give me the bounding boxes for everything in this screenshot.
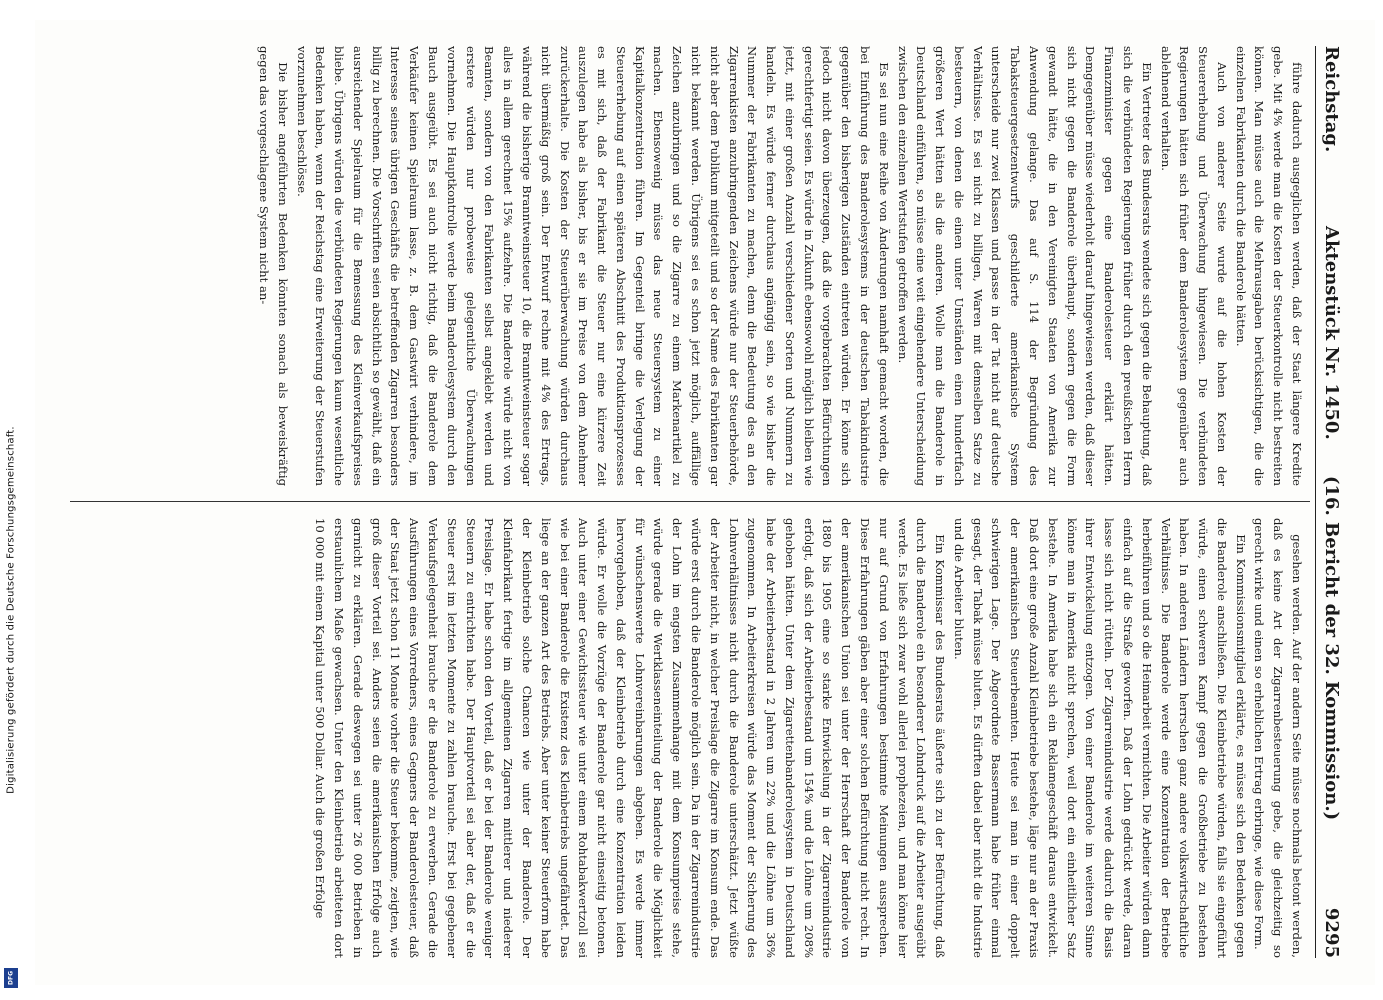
left-paragraph: führe dadurch ausgeglichen werden, daß der Staat längere Kredite gebe. Mit 4% werde man die Kosten der Steuerkontrolle nicht bestreiten können. Man müsse auch die Mehrausgaben berücksichtigen, die die einzelnen Fabrikanten durch die Banderole hätten. — [1233, 46, 1304, 486]
dfg-logo: DFG — [4, 968, 18, 988]
running-head-document-ref: Aktenstück Nr. 1450. — [1321, 226, 1342, 440]
left-paragraph: Ein Vertreter des Bundesrats wendete sich gegen die Behauptung, daß sich die verbündeten Regierungen früher durch den preußischen Herrn Finanzminister gegen eine Banderolesteuer erklärt hätten. Demgegenüber müsse wiederholt darauf hingewiesen werden, daß dieser sich nicht gegen die Banderole überhaupt, sondern gegen die Form gewandt hätte, die in den Vereinigten Staaten von Amerika zur Anwendung gelange. Das auf S. 114 der Begründung des Tabaksteuergesetzentwurfs geschilderte amerikanische System unterscheide nur zwei Klassen und passe in der Tat nicht auf deutsche Verhältnisse. Es sei nicht zu billigen, Waren mit demselben Satze zu besteuern, von denen die einen unter Umständen einen hundertfach größeren Wert hätten als die anderen. Wolle man die Banderole in Deutschland einführen, so müsse eine weit eingehendere Unterscheidung zwischen den einzelnen Wertstufen getroffen werden. — [895, 46, 1154, 486]
right-paragraph: Ein Kommissar des Bundesrats äußerte sich zu der Befürchtung, daß durch die Banderole ein besonderer Lohndruck auf die Arbeiter ausgeübt werde. Es ließe sich zwar wohl allerlei prophezeien, und man könne hier nur auf Grund von Erfahrungen bestimmte Meinungen aussprechen. Diese Erfahrungen gäben aber einer solchen Befürchtung nicht recht. In der amerikanischen Union sei unter der Herrschaft der Banderole von 1880 bis 1905 eine so starke Entwickelung in der Zigarrenindustrie erfolgt, daß sich der Arbeiterbestand um 154% und die Löhne um 208% gehoben hätten. Unter dem Zigarettenbanderolesystem in Deutschland habe der Arbeiterbestand in 2 Jahren um 22% und die Löhne um 36% zugenommen. In Arbeiterkreisen würde das Moment der Sicherung des Lohnverhältnisses nicht durch die Banderole unterschätzt. Jetzt wüßte der Arbeiter nicht, in welcher Preislage die Zigarre im Konsum ende. Das würde erst durch die Banderole möglich sein. Da in der Zigarrenindustrie der Lohn im engsten Zusammenhange mit dem Konsumpreise stehe, würde gerade die Wertklasseneinteilung der Banderole die Möglichkeit für wünschenswerte Lohnvereinbarungen abgeben. Es werde immer hervorgehoben, daß der Kleinbetrieb durch eine Konzentration leiden würde. Er wolle die Vorzüge der Banderole gar nicht einseitig betonen. Auch unter einer Gewichtssteuer wie unter einem Rohtabakwertzoll sei wie bei einer Banderole die Existenz des Kleinbetriebs ungefährdet. Das liege an der ganzen Art des Betriebs. Aber unter keiner Steuerform habe der Kleinbetrieb solche Chancen wie unter der Banderole. Der Kleinfabrikant fertige im allgemeinen Zigarren mittlerer und niederer Preislage. Er habe schon den Vorteil, daß er bei der Banderole weniger Steuern zu entrichten habe. Der Hauptvorteil sei aber der, daß er die Steuer erst im letzten Momente zu zahlen brauche. Erst bei gegebener Verkaufsgelegenheit brauche er die Banderole zu erwerben. Gerade die Ausführungen eines Vorredners, eines Gegners der Banderolesteuer, daß der Staat jetzt schon 11 Monate vorher die Steuer bekomme, zeigten, wie groß dieser Vorteil sei. Anders seien die amerikanischen Erfolge auch garnicht zu erklären. Gerade deswegen sei unter 26 000 Betrieben in erstaunlichem Maße gewachsen. Unter den Kleinbetrieb arbeiteten dort 10 000 mit einem Kapital unter 500 Dollar. Auch die großen Erfolge — [313, 518, 948, 958]
left-paragraph: Es sei nun eine Reihe von Änderungen namhaft gemacht worden, die bei Einführung des Banderolesystems in der deutschen Tabakindustrie gegenüber den bisherigen Zuständen eintreten würden. Er könne sich jedoch nicht davon überzeugen, daß die vorgebrachten Befürchtungen gerechtfertigt seien. Es würde in Zukunft ebensowohl möglich bleiben wie jetzt, mit einer großen Anzahl verschiedener Sorten und Nummern zu handeln. Es würde ferner durchaus angängig sein, so wie bisher die Nummer der Fabrikanten zu machen, denn die Bedeutung des an den Zigarrenkisten anzubringenden Zeichens würde nur der Steuerbehörde, nicht aber dem Publikum mitgeteilt und so der Name des Fabrikanten gar nicht bekannt werden. Übrigens sei es schon jetzt möglich, auffällige Zeichen anzubringen und so die Zigarre zu einem Markenartikel zu machen. Ebensowenig müsse das neue Steuersystem zu einer Kapitalkonzentration führen. Im Gegenteil bringe die Verlegung der Steuererhebung auf einen späteren Abschnitt des Produktionsprozesses es mit sich, daß der Fabrikant die Steuer nur eine kürzere Zeit auszulegen habe als bisher, bis er sie im Preise von dem Abnehmer zurückerhalte. Die Kosten der Steuerüberwachung würden durchaus nicht übermäßig groß sein. Der Entwurf rechne mit 4% des Ertrags, während die bisherige Branntweinsteuer 10, die Branntweinsteuer sogar alles in allem gerechnet 15% aufzehre. Die Banderole würde nicht von Beamten, sondern von den Fabrikanten selbst angeklebt werden und erstere würden nur probeweise gelegentliche Überwachungen vornehmen. Die Hauptkontrolle werde beim Banderolesystem durch den Bauch ausgeübt. Es sei auch nicht richtig, daß die Banderole dem Verkäufer keinen Spielraum lasse, z. B. dem Gastwirt verhindere, im Interesse seines übrigen Geschäfts die betreffenden Zigarren besonders billig zu berechnen. Die Vorschriften seien absichtlich so gewählt, daß ein ausreichender Spielraum für die Bemessung des Kleinverkaufspreises bliebe. Übrigens würden die verbündeten Regierungen kaum wesentliche Bedenken haben, wenn der Reichstag eine Erweiterung der Steuerstufen vorzunehmen beschlösse. — [294, 46, 891, 486]
running-head-commission: (16. Bericht der 32. Kommission.) — [1321, 475, 1342, 821]
left-paragraph: Auch von anderer Seite wurde auf die hohen Kosten der Steuererhebung und Überwachung hingewiesen. Die verbündeten Regierungen hätten sich früher dem Banderolesystem gegenüber auch ablehnend verhalten. — [1158, 46, 1229, 486]
page-number: 9295 — [1321, 907, 1342, 958]
scanned-page — [35, 20, 1375, 985]
running-head — [1315, 46, 1344, 958]
right-paragraph: Ein Kommissionsmitglied erklärte, es müsse sich den Bedenken gegen die Banderole anschließen. Die Kleinbetriebe würden, falls sie eingeführt würde, einen schweren Kampf gegen die Großbetriebe zu bestehen haben. In anderen Ländern herrschen ganz andere volkswirtschaftliche Verhältnisse. Die Banderole werde eine Konzentration der Betriebe herbeiführen und so die Heimarbeit vernichten. Die Arbeiter würden dann einfach auf die Straße geworfen. Daß der Lohn gedrückt werde, daran lasse sich nicht rütteln. Der Zigarrenindustrie werde dadurch die Basis ihrer Entwickelung entzogen. Von einer Banderole im weiteren Sinne könne man in Amerika nicht sprechen, weil dort ein einheitlicher Satz bestehe. In Amerika habe sich ein Reklamegeschäft daraus entwickelt. Daß dort eine große Anzahl Kleinbetriebe bestehe, läge nur an der Praxis der amerikanischen Steuerbeamten. Heute sei man in einer doppelt schwierigen Lage. Der Abgeordnete Bassermann habe früher einmal gesagt, der Tabak müsse bluten. Es dürften dabei aber nicht die Industrie und die Arbeiter bluten. — [951, 518, 1248, 958]
left-text-column — [76, 46, 1306, 486]
running-head-title: Reichstag. — [1321, 46, 1342, 153]
left-paragraph: Die bisher angeführten Bedenken könnten sonach als beweiskräftig gegen das vorgeschlagene System nicht an- — [257, 46, 290, 486]
right-text-column — [76, 518, 1306, 958]
running-head-right — [1321, 476, 1342, 958]
column-divider — [70, 501, 1310, 502]
right-paragraph: gesehen werden. Auf der andern Seite müsse nochmals betont werden, daß es keine Art der Zigarrenbesteuerung gebe, die gleichzeitig so gerecht wirke und einen so erheblichen Ertrag erbringe, wie diese Form. — [1252, 518, 1304, 958]
credit-text: Digitalisierung gefördert durch die Deutsche Forschungsgemeinschaft. — [5, 426, 17, 794]
digitization-credit — [0, 0, 22, 1000]
rotated-document-page — [60, 32, 1350, 972]
